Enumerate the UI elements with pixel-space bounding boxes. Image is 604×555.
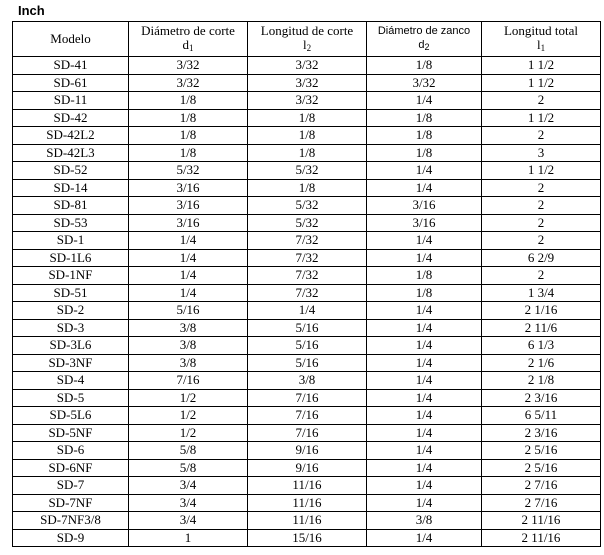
cell-model: SD-7NF3/8 <box>13 512 129 530</box>
cell-total-length: 2 <box>482 127 601 145</box>
table-row <box>13 372 601 390</box>
cell-shank-diameter: 1/4 <box>367 249 482 267</box>
table-row <box>13 319 601 337</box>
cell-shank-diameter: 1/4 <box>367 424 482 442</box>
cell-total-length: 1 1/2 <box>482 162 601 180</box>
cell-shank-diameter: 1/8 <box>367 267 482 285</box>
header-symbol: l <box>536 36 541 52</box>
header-label: Diámetro de corte <box>141 22 235 38</box>
cell-model: SD-5L6 <box>13 407 129 425</box>
cell-shank-diameter: 1/4 <box>367 494 482 512</box>
table-row <box>13 92 601 110</box>
header-total-length <box>482 22 601 57</box>
cell-model: SD-7 <box>13 477 129 495</box>
table-body <box>13 57 601 547</box>
cell-shank-diameter: 1/8 <box>367 57 482 75</box>
cell-shank-diameter: 1/4 <box>367 372 482 390</box>
table-row <box>13 477 601 495</box>
cell-total-length: 6 5/11 <box>482 407 601 425</box>
table-row <box>13 354 601 372</box>
cell-total-length: 1 1/2 <box>482 74 601 92</box>
cell-model: SD-81 <box>13 197 129 215</box>
cell-cutting-diameter: 1 <box>129 529 248 547</box>
cell-shank-diameter: 1/8 <box>367 284 482 302</box>
cell-cutting-diameter: 3/32 <box>129 74 248 92</box>
cell-shank-diameter: 1/8 <box>367 109 482 127</box>
cell-cutting-diameter: 5/8 <box>129 442 248 460</box>
cell-cutting-length: 5/32 <box>248 197 367 215</box>
cell-cutting-length: 11/16 <box>248 494 367 512</box>
cell-cutting-length: 1/8 <box>248 144 367 162</box>
cell-total-length: 2 1/6 <box>482 354 601 372</box>
cell-model: SD-1 <box>13 232 129 250</box>
cell-cutting-length: 11/16 <box>248 512 367 530</box>
cell-shank-diameter: 1/4 <box>367 529 482 547</box>
cell-cutting-length: 7/16 <box>248 389 367 407</box>
cell-total-length: 2 <box>482 267 601 285</box>
cell-cutting-length: 3/32 <box>248 74 367 92</box>
header-label: Longitud total <box>503 22 579 38</box>
cell-model: SD-14 <box>13 179 129 197</box>
cell-model: SD-9 <box>13 529 129 547</box>
cell-total-length: 6 2/9 <box>482 249 601 267</box>
cell-cutting-diameter: 5/32 <box>129 162 248 180</box>
table-row <box>13 494 601 512</box>
table-row <box>13 127 601 145</box>
cell-cutting-length: 15/16 <box>248 529 367 547</box>
cell-model: SD-3L6 <box>13 337 129 355</box>
cell-model: SD-52 <box>13 162 129 180</box>
header-label: Modelo <box>50 31 91 46</box>
header-symbol: d <box>182 36 189 52</box>
table-row <box>13 214 601 232</box>
table-row <box>13 144 601 162</box>
cell-total-length: 2 11/16 <box>482 512 601 530</box>
table-row <box>13 424 601 442</box>
cell-cutting-diameter: 7/16 <box>129 372 248 390</box>
cell-total-length: 1 1/2 <box>482 109 601 127</box>
cell-model: SD-4 <box>13 372 129 390</box>
cell-cutting-length: 3/32 <box>248 92 367 110</box>
cell-shank-diameter: 3/32 <box>367 74 482 92</box>
table-row <box>13 179 601 197</box>
header-symbol: d <box>418 39 425 51</box>
cell-shank-diameter: 1/4 <box>367 179 482 197</box>
spec-table <box>12 21 601 547</box>
cell-cutting-diameter: 3/16 <box>129 197 248 215</box>
cell-cutting-length: 7/16 <box>248 407 367 425</box>
cell-cutting-length: 5/32 <box>248 214 367 232</box>
cell-cutting-length: 1/4 <box>248 302 367 320</box>
cell-total-length: 2 <box>482 179 601 197</box>
cell-cutting-length: 7/32 <box>248 267 367 285</box>
table-row <box>13 249 601 267</box>
cell-total-length: 2 11/16 <box>482 529 601 547</box>
cell-model: SD-51 <box>13 284 129 302</box>
cell-total-length: 2 <box>482 214 601 232</box>
cell-cutting-diameter: 1/2 <box>129 424 248 442</box>
header-shank-diameter <box>367 22 482 57</box>
cell-cutting-diameter: 1/8 <box>129 109 248 127</box>
header-cutting-length <box>248 22 367 57</box>
cell-total-length: 2 <box>482 232 601 250</box>
cell-cutting-diameter: 3/16 <box>129 214 248 232</box>
cell-total-length: 2 <box>482 197 601 215</box>
cell-shank-diameter: 1/4 <box>367 442 482 460</box>
table-row <box>13 442 601 460</box>
cell-shank-diameter: 3/8 <box>367 512 482 530</box>
cell-cutting-diameter: 1/2 <box>129 407 248 425</box>
cell-cutting-diameter: 1/4 <box>129 267 248 285</box>
cell-cutting-length: 3/8 <box>248 372 367 390</box>
cell-total-length: 2 1/16 <box>482 302 601 320</box>
cell-total-length: 1 3/4 <box>482 284 601 302</box>
cell-model: SD-42 <box>13 109 129 127</box>
table-row <box>13 389 601 407</box>
cell-cutting-length: 9/16 <box>248 459 367 477</box>
cell-total-length: 2 7/16 <box>482 477 601 495</box>
header-subscript: 1 <box>189 42 194 53</box>
cell-cutting-length: 1/8 <box>248 127 367 145</box>
cell-cutting-length: 9/16 <box>248 442 367 460</box>
cell-shank-diameter: 3/16 <box>367 214 482 232</box>
cell-total-length: 2 3/16 <box>482 389 601 407</box>
cell-cutting-length: 5/32 <box>248 162 367 180</box>
cell-shank-diameter: 1/4 <box>367 459 482 477</box>
cell-cutting-diameter: 3/8 <box>129 354 248 372</box>
cell-cutting-diameter: 5/8 <box>129 459 248 477</box>
cell-shank-diameter: 1/4 <box>367 162 482 180</box>
cell-cutting-length: 5/16 <box>248 354 367 372</box>
table-row <box>13 284 601 302</box>
cell-shank-diameter: 1/4 <box>367 92 482 110</box>
cell-model: SD-53 <box>13 214 129 232</box>
cell-total-length: 2 1/8 <box>482 372 601 390</box>
header-cutting-diameter <box>129 22 248 57</box>
cell-shank-diameter: 1/4 <box>367 302 482 320</box>
header-label: Diámetro de zanco <box>377 25 471 37</box>
unit-label: Inch <box>18 3 45 18</box>
cell-model: SD-5 <box>13 389 129 407</box>
cell-cutting-diameter: 1/4 <box>129 249 248 267</box>
cell-total-length: 1 1/2 <box>482 57 601 75</box>
cell-cutting-diameter: 1/4 <box>129 232 248 250</box>
header-row <box>13 22 601 57</box>
cell-cutting-diameter: 3/8 <box>129 337 248 355</box>
cell-model: SD-2 <box>13 302 129 320</box>
cell-shank-diameter: 1/4 <box>367 477 482 495</box>
cell-total-length: 3 <box>482 144 601 162</box>
cell-shank-diameter: 1/4 <box>367 354 482 372</box>
cell-total-length: 2 11/6 <box>482 319 601 337</box>
cell-cutting-diameter: 3/4 <box>129 512 248 530</box>
cell-cutting-length: 7/32 <box>248 284 367 302</box>
cell-model: SD-3NF <box>13 354 129 372</box>
cell-cutting-diameter: 1/8 <box>129 127 248 145</box>
cell-shank-diameter: 3/16 <box>367 197 482 215</box>
cell-cutting-diameter: 3/4 <box>129 494 248 512</box>
header-modelo <box>13 22 129 57</box>
cell-model: SD-42L2 <box>13 127 129 145</box>
cell-model: SD-3 <box>13 319 129 337</box>
table-row <box>13 232 601 250</box>
cell-model: SD-6 <box>13 442 129 460</box>
cell-cutting-diameter: 3/16 <box>129 179 248 197</box>
table-row <box>13 302 601 320</box>
cell-cutting-length: 5/16 <box>248 337 367 355</box>
cell-cutting-diameter: 1/8 <box>129 92 248 110</box>
cell-model: SD-7NF <box>13 494 129 512</box>
table-row <box>13 109 601 127</box>
cell-total-length: 2 5/16 <box>482 442 601 460</box>
header-subscript: 2 <box>424 42 430 52</box>
table-row <box>13 267 601 285</box>
cell-model: SD-11 <box>13 92 129 110</box>
table-row <box>13 512 601 530</box>
header-label: Longitud de corte <box>260 22 354 38</box>
cell-total-length: 2 3/16 <box>482 424 601 442</box>
header-subscript: 1 <box>540 42 546 53</box>
cell-model: SD-41 <box>13 57 129 75</box>
cell-shank-diameter: 1/8 <box>367 144 482 162</box>
table-row <box>13 197 601 215</box>
cell-total-length: 2 7/16 <box>482 494 601 512</box>
cell-cutting-diameter: 1/2 <box>129 389 248 407</box>
cell-total-length: 2 <box>482 92 601 110</box>
table-row <box>13 162 601 180</box>
cell-shank-diameter: 1/4 <box>367 232 482 250</box>
cell-model: SD-1NF <box>13 267 129 285</box>
cell-model: SD-61 <box>13 74 129 92</box>
cell-cutting-diameter: 5/16 <box>129 302 248 320</box>
cell-shank-diameter: 1/4 <box>367 337 482 355</box>
cell-shank-diameter: 1/4 <box>367 407 482 425</box>
table-row <box>13 57 601 75</box>
cell-shank-diameter: 1/4 <box>367 389 482 407</box>
cell-cutting-diameter: 3/8 <box>129 319 248 337</box>
cell-total-length: 6 1/3 <box>482 337 601 355</box>
table-row <box>13 74 601 92</box>
cell-cutting-length: 7/32 <box>248 249 367 267</box>
table-row <box>13 529 601 547</box>
cell-cutting-length: 11/16 <box>248 477 367 495</box>
cell-cutting-length: 7/32 <box>248 232 367 250</box>
cell-cutting-length: 1/8 <box>248 179 367 197</box>
cell-cutting-length: 3/32 <box>248 57 367 75</box>
cell-total-length: 2 5/16 <box>482 459 601 477</box>
cell-model: SD-1L6 <box>13 249 129 267</box>
cell-model: SD-5NF <box>13 424 129 442</box>
cell-shank-diameter: 1/8 <box>367 127 482 145</box>
cell-cutting-diameter: 3/4 <box>129 477 248 495</box>
table-row <box>13 459 601 477</box>
table-row <box>13 337 601 355</box>
cell-model: SD-42L3 <box>13 144 129 162</box>
header-symbol: l <box>302 36 307 52</box>
cell-cutting-length: 7/16 <box>248 424 367 442</box>
cell-cutting-diameter: 1/8 <box>129 144 248 162</box>
cell-cutting-length: 1/8 <box>248 109 367 127</box>
table-row <box>13 407 601 425</box>
cell-cutting-diameter: 3/32 <box>129 57 248 75</box>
cell-model: SD-6NF <box>13 459 129 477</box>
cell-shank-diameter: 1/4 <box>367 319 482 337</box>
header-subscript: 2 <box>306 42 312 53</box>
cell-cutting-diameter: 1/4 <box>129 284 248 302</box>
cell-cutting-length: 5/16 <box>248 319 367 337</box>
